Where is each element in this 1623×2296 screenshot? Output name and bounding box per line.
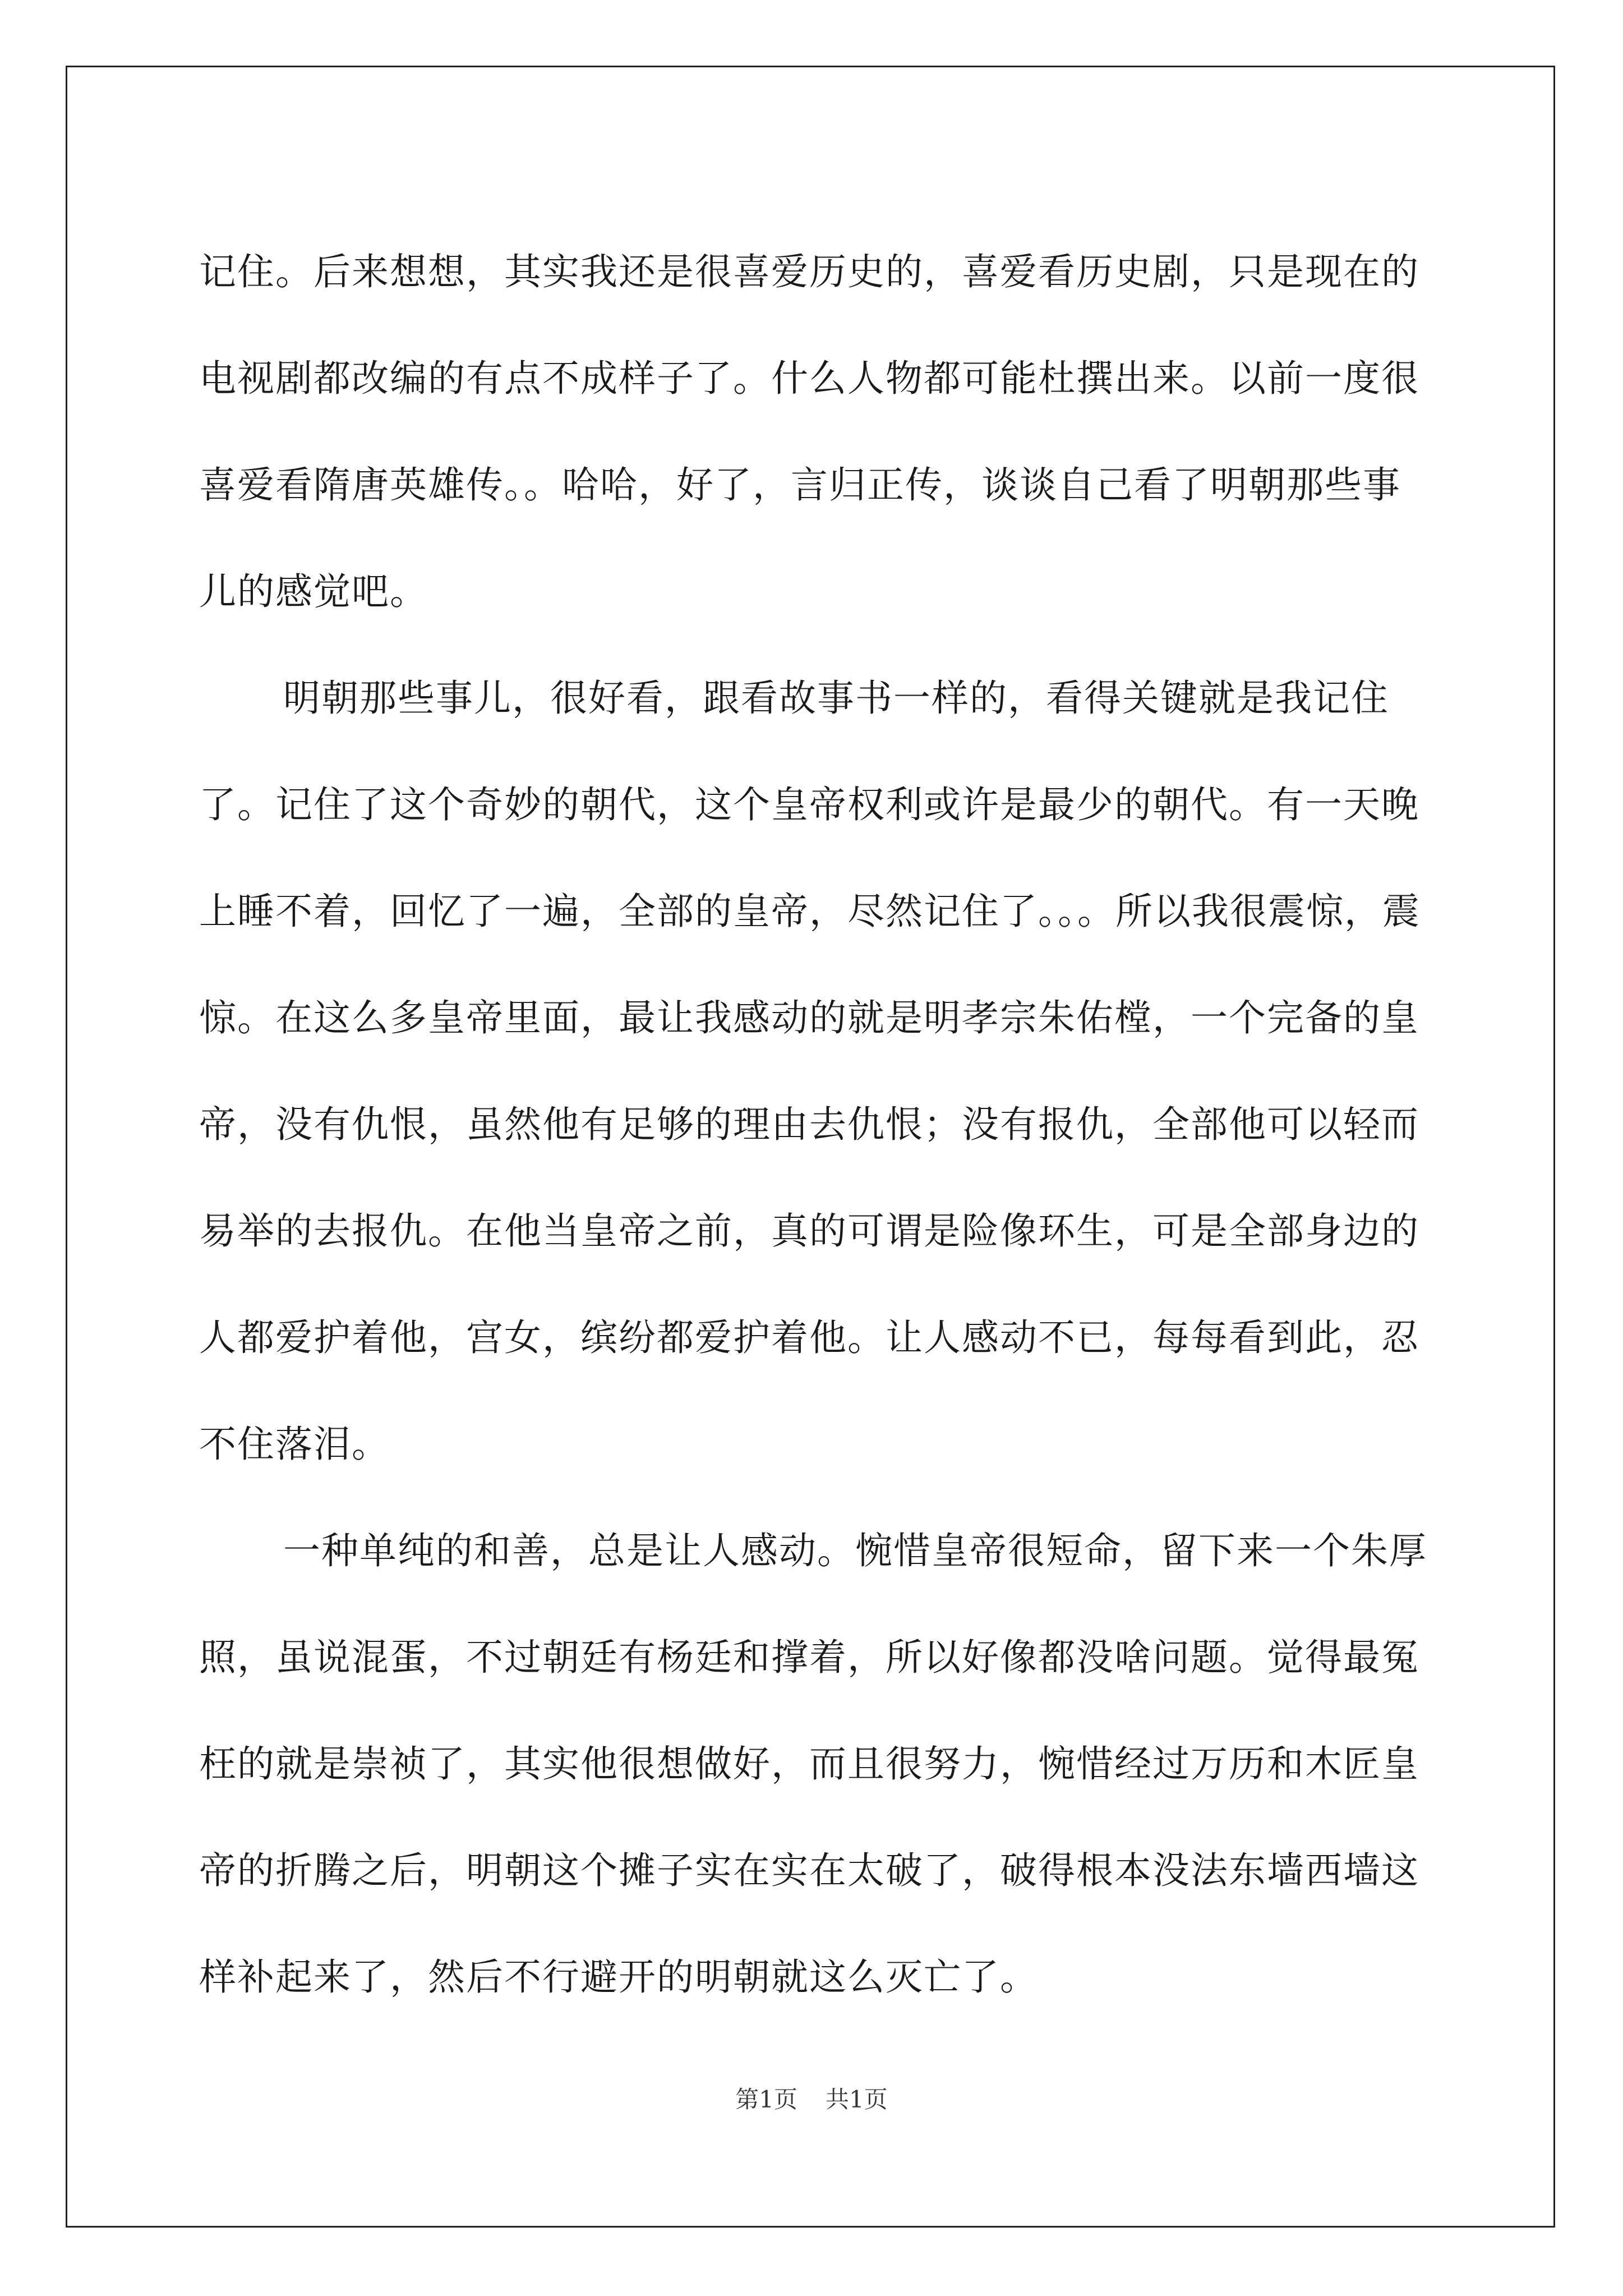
page-number-total: 共1页 [826,2086,888,2113]
paragraph-2: 明朝那些事儿，很好看，跟看故事书一样的，看得关键就是我记住了。记住了这个奇妙的朝代，这个皇帝权利或许是最少的朝代。有一天晚上睡不着，回忆了一遍，全部的皇帝，尽然记住了。。。所以我很震惊，震惊。在这么多皇帝里面，最让我感动的就是明孝宗朱佑樘，一个完备的皇帝，没有仇恨，虽然他有足够的理由去仇恨；没有报仇，全部他可以轻而易举的去报仇。在他当皇帝之前，真的可谓是险像环生，可是全部身边的人都爱护着他，宫女，缤纷都爱护着他。让人感动不已，每每看到此，忍不住落泪。 [199,677,1421,1466]
page-number-current: 第1页 [735,2086,797,2113]
paragraph-3: 一种单纯的和善，总是让人感动。惋惜皇帝很短命，留下来一个朱厚照，虽说混蛋，不过朝廷有杨廷和撑着，所以好像都没啥问题。觉得最冤枉的就是崇祯了，其实他很想做好，而且很努力，惋惜经过万历和木匠皇帝的折腾之后，明朝这个摊子实在实在太破了，破得根本没法东墙西墙这样补起来了，然后不行避开的明朝就这么灭亡了。 [199,1529,1427,1999]
document-body [199,219,1427,2031]
paragraph-1: 记住。后来想想，其实我还是很喜爱历史的，喜爱看历史剧，只是现在的电视剧都改编的有点不成样子了。什么人物都可能杜撰出来。以前一度很喜爱看隋唐英雄传。。哈哈，好了，言归正传，谈谈自己看了明朝那些事儿的感觉吧。 [199,250,1419,613]
page-footer [0,2081,1623,2115]
